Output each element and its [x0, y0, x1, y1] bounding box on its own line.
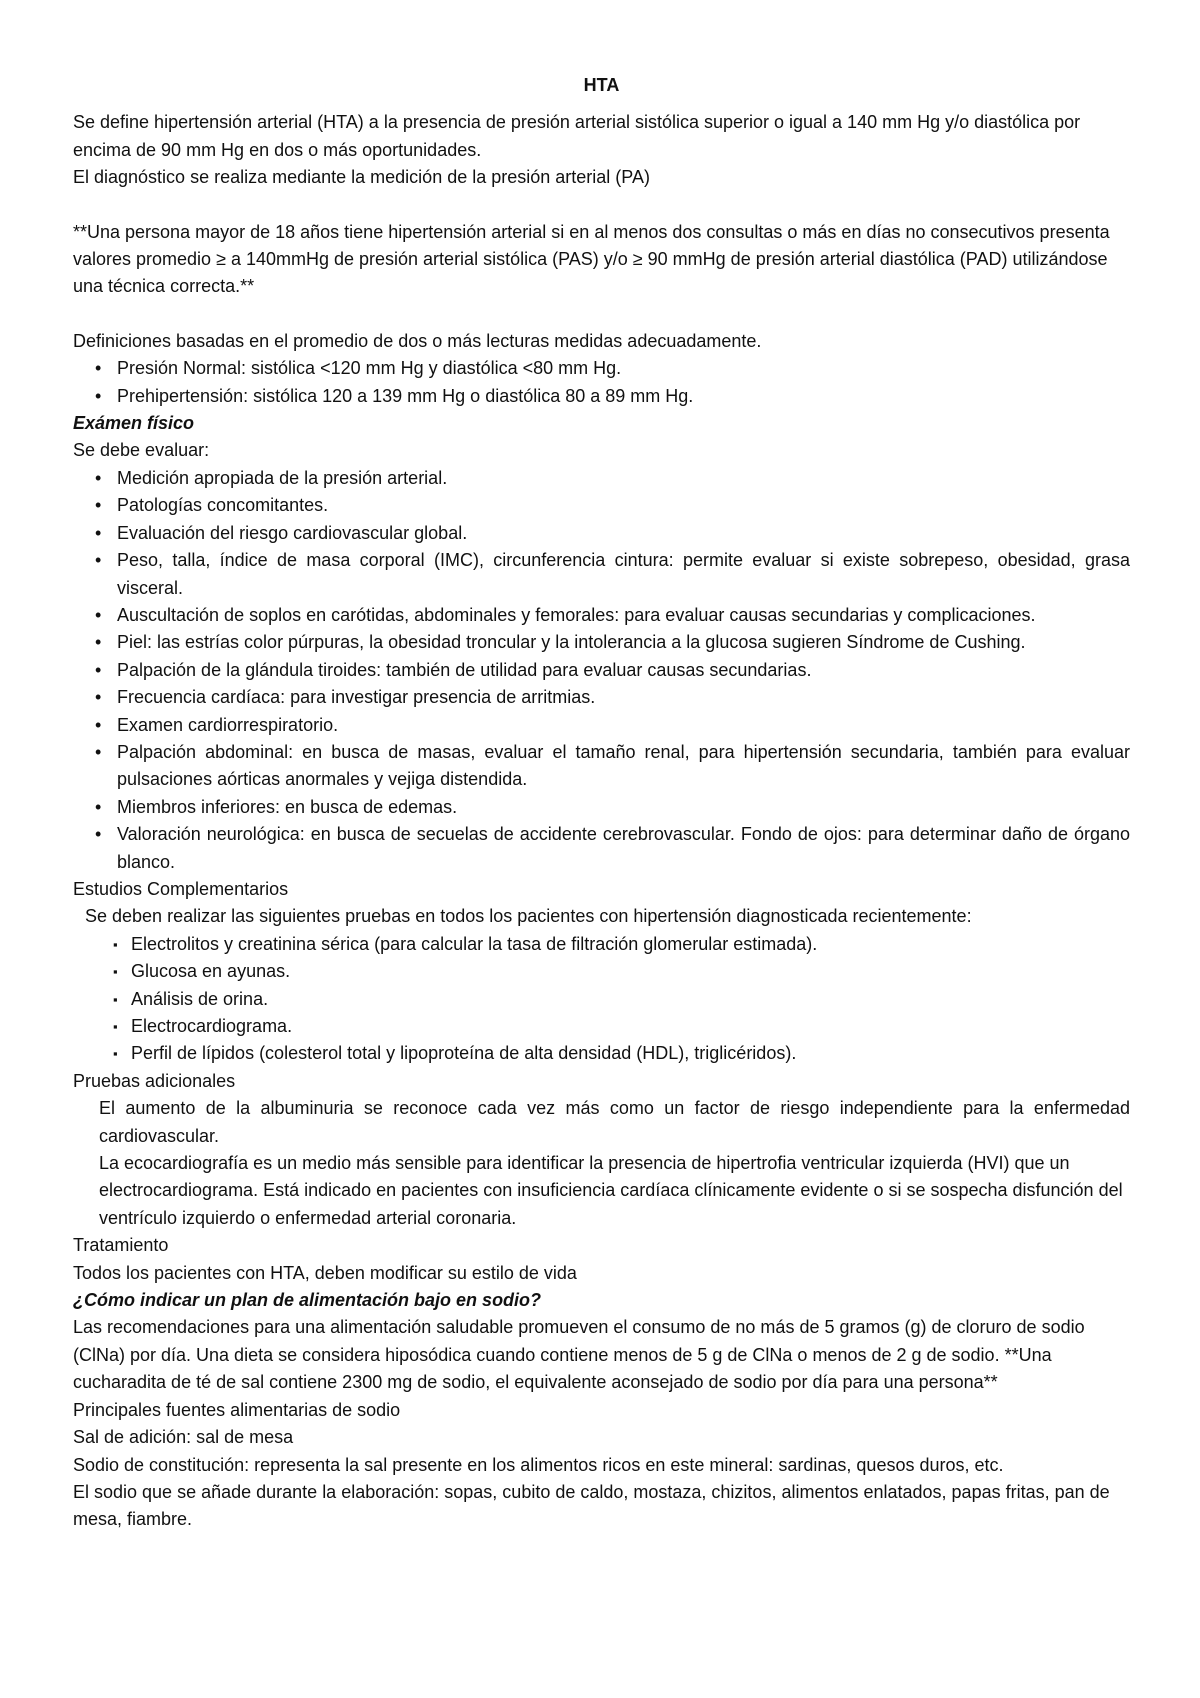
- exam-heading: Exámen físico: [73, 413, 195, 434]
- sodium-source-table-salt: Sal de adición: sal de mesa: [73, 1427, 294, 1448]
- treatment-subheading: ¿Cómo indicar un plan de alimentación bajo en sodio?: [73, 1290, 542, 1311]
- list-item: ▪ Glucosa en ayunas.: [73, 958, 1130, 985]
- treatment-recommendations: Las recomendaciones para una alimentación saludable promueven el consumo de no más de 5 gramos (g) de cloruro de sodio (ClNa) por día. Una dieta se considera hiposódica cuando contiene menos de 5 g de ClNa o menos de 2 g de sodio. **Una cucharadita de té de sal contiene 2300 mg de sodio, el equivalente aconsejado de sodio por día para una persona**: [73, 1317, 1085, 1393]
- list-item: • Valoración neurológica: en busca de secuelas de accidente cerebrovascular. Fondo de ojos: para determinar daño de órgano blanco.: [73, 821, 1130, 876]
- definitions-list: [73, 355, 1130, 410]
- intro-definition: Se define hipertensión arterial (HTA) a la presencia de presión arterial sistólica superior o igual a 140 mm Hg y/o diastólica por encima de 90 mm Hg en dos o más oportunidades.: [73, 112, 1081, 160]
- list-item: • Miembros inferiores: en busca de edemas.: [73, 794, 1130, 821]
- spacer: [73, 301, 1130, 328]
- list-item: ▪ Electrocardiograma.: [73, 1013, 1130, 1040]
- complementary-heading: Estudios Complementarios: [73, 878, 289, 899]
- list-item: • Palpación abdominal: en busca de masas, evaluar el tamaño renal, para hipertensión secundaria, también para evaluar pulsaciones aórticas anormales y vejiga distendida.: [73, 739, 1130, 794]
- sodium-source-constitution: Sodio de constitución: representa la sal presente en los alimentos ricos en este mineral: sardinas, quesos duros, etc.: [73, 1454, 1004, 1475]
- list-item: • Evaluación del riesgo cardiovascular global.: [73, 520, 1130, 547]
- intro-criteria: **Una persona mayor de 18 años tiene hipertensión arterial si en al menos dos consultas o más en días no consecutivos presenta valores promedio ≥ a 140mmHg de presión arterial sistólica (PAS) y/o ≥ 90 mmHg de presión arterial diastólica (PAD) utilizándose una técnica correcta.**: [73, 221, 1110, 297]
- list-item: • Auscultación de soplos en carótidas, abdominales y femorales: para evaluar causas secundarias y complicaciones.: [73, 602, 1130, 629]
- list-item: • Piel: las estrías color púrpuras, la obesidad troncular y la intolerancia a la glucosa sugieren Síndrome de Cushing.: [73, 629, 1130, 656]
- list-item: • Patologías concomitantes.: [73, 492, 1130, 519]
- intro-diagnosis: El diagnóstico se realiza mediante la medición de la presión arterial (PA): [73, 167, 650, 188]
- additional-echocardiography: La ecocardiografía es un medio más sensible para identificar la presencia de hipertrofia ventricular izquierda (HVI) que un electrocardiograma. Está indicado en pacientes con insuficiencia cardíaca clínicamente evidente o si se sospecha disfunción del ventrículo izquierdo o enfermedad arterial coronaria.: [99, 1153, 1123, 1228]
- exam-list: [73, 465, 1130, 876]
- list-item: • Palpación de la glándula tiroides: también de utilidad para evaluar causas secundarias.: [73, 657, 1130, 684]
- treatment-heading: Tratamiento: [73, 1235, 169, 1256]
- definitions-heading: Definiciones basadas en el promedio de dos o más lecturas medidas adecuadamente.: [73, 330, 762, 351]
- list-item: • Frecuencia cardíaca: para investigar presencia de arritmias.: [73, 684, 1130, 711]
- additional-albuminuria: El aumento de la albuminuria se reconoce cada vez más como un factor de riesgo independiente para la enfermedad cardiovascular.: [99, 1098, 1130, 1146]
- list-item: ▪ Análisis de orina.: [73, 986, 1130, 1013]
- additional-heading: Pruebas adicionales: [73, 1070, 236, 1091]
- exam-intro: Se debe evaluar:: [73, 440, 210, 461]
- treatment-lifestyle: Todos los pacientes con HTA, deben modificar su estilo de vida: [73, 1262, 577, 1283]
- list-item: • Prehipertensión: sistólica 120 a 139 mm Hg o diastólica 80 a 89 mm Hg.: [73, 383, 1130, 410]
- sodium-sources-heading: Principales fuentes alimentarias de sodio: [73, 1399, 401, 1420]
- list-item: • Medición apropiada de la presión arterial.: [73, 465, 1130, 492]
- page-title: HTA: [583, 75, 620, 95]
- spacer: [73, 192, 1130, 219]
- complementary-intro: Se deben realizar las siguientes pruebas en todos los pacientes con hipertensión diagnosticada recientemente:: [85, 906, 972, 927]
- list-item: ▪ Perfil de lípidos (colesterol total y lipoproteína de alta densidad (HDL), triglicéridos).: [73, 1040, 1130, 1067]
- sodium-source-processing: El sodio que se añade durante la elaboración: sopas, cubito de caldo, mostaza, chizitos, alimentos enlatados, papas fritas, pan de mesa, fiambre.: [73, 1481, 1110, 1530]
- list-item: ▪ Electrolitos y creatinina sérica (para calcular la tasa de filtración glomerular estimada).: [73, 931, 1130, 958]
- complementary-list: [73, 931, 1130, 1068]
- list-item: • Presión Normal: sistólica <120 mm Hg y diastólica <80 mm Hg.: [73, 355, 1130, 382]
- list-item: • Examen cardiorrespiratorio.: [73, 712, 1130, 739]
- list-item: • Peso, talla, índice de masa corporal (IMC), circunferencia cintura: permite evaluar si existe sobrepeso, obesidad, grasa visceral.: [73, 547, 1130, 602]
